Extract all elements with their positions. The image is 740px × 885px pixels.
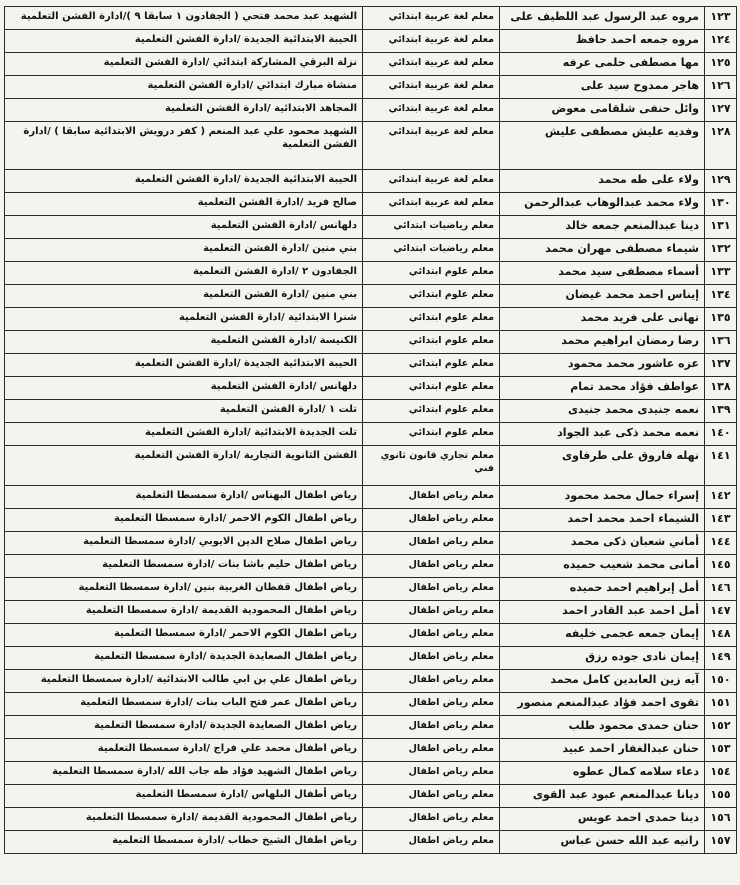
table-row — [5, 122, 737, 170]
row-number: ١٥٣ — [705, 739, 737, 762]
table-row — [5, 693, 737, 716]
table-row — [5, 647, 737, 670]
school-assignment: الشهيد محمود علي عبد المنعم ( كفر درويش الابتدائية سابقا ) /ادارة الفشن التعلمية — [5, 122, 363, 170]
employee-name: مها مصطفى حلمى عرفه — [500, 53, 705, 76]
table-row — [5, 555, 737, 578]
table-row — [5, 624, 737, 647]
school-assignment: دلهانس /ادارة الفشن التعلمية — [5, 216, 363, 239]
school-assignment: رياض أطفال البلهاس /ادارة سمسطا التعلمية — [5, 785, 363, 808]
table-row — [5, 486, 737, 509]
school-assignment: دلهانس /ادارة الفشن التعلمية — [5, 377, 363, 400]
table-row — [5, 99, 737, 122]
employee-name: ديانا عبدالمنعم عبود عبد القوى — [500, 785, 705, 808]
employee-name: أمانى محمد شعيب حميده — [500, 555, 705, 578]
row-number: ١٣٤ — [705, 285, 737, 308]
school-assignment: رياض اطفال الصعايدة الجديدة /ادارة سمسطا التعلمية — [5, 647, 363, 670]
table-row — [5, 53, 737, 76]
job-title: معلم علوم ابتدائي — [363, 354, 500, 377]
school-assignment: رياض اطفال البهناس /ادارة سمسطا التعلمية — [5, 486, 363, 509]
row-number: ١٥٠ — [705, 670, 737, 693]
employee-name: إسراء جمال محمد محمود — [500, 486, 705, 509]
job-title: معلم لغة عربية ابتدائي — [363, 7, 500, 30]
row-number: ١٢٩ — [705, 170, 737, 193]
job-title: معلم رياض اطفال — [363, 762, 500, 785]
job-title: معلم لغة عربية ابتدائي — [363, 122, 500, 170]
employee-name: عواطف فؤاد محمد تمام — [500, 377, 705, 400]
table-row — [5, 308, 737, 331]
table-row — [5, 354, 737, 377]
job-title: معلم لغة عربية ابتدائي — [363, 76, 500, 99]
job-title: معلم رياض اطفال — [363, 578, 500, 601]
job-title: معلم رياضيات ابتدائي — [363, 239, 500, 262]
employee-name: مروه عبد الرسول عبد اللطيف على — [500, 7, 705, 30]
school-assignment: الفشن الثانوية التجارية /ادارة الفشن التعلمية — [5, 446, 363, 486]
row-number: ١٤٨ — [705, 624, 737, 647]
job-title: معلم رياض اطفال — [363, 670, 500, 693]
job-title: معلم رياض اطفال — [363, 831, 500, 854]
staff-table — [4, 6, 737, 854]
row-number: ١٤٤ — [705, 532, 737, 555]
table-row — [5, 193, 737, 216]
employee-name: دينا حمدى احمد عويس — [500, 808, 705, 831]
table-row — [5, 716, 737, 739]
row-number: ١٥٢ — [705, 716, 737, 739]
employee-name: الشيماء احمد محمد احمد — [500, 509, 705, 532]
employee-name: ولاء على طه محمد — [500, 170, 705, 193]
school-assignment: شنرا الابتدائية /ادارة الفشن التعلمية — [5, 308, 363, 331]
school-assignment: منشاة مبارك ابتدائي /ادارة الفشن التعلمية — [5, 76, 363, 99]
employee-name: إيمان جمعه عجمى خليفه — [500, 624, 705, 647]
row-number: ١٤٦ — [705, 578, 737, 601]
employee-name: شيماء مصطفى مهران محمد — [500, 239, 705, 262]
job-title: معلم رياض اطفال — [363, 509, 500, 532]
employee-name: حنان حمدى محمود طلب — [500, 716, 705, 739]
row-number: ١٣٨ — [705, 377, 737, 400]
employee-name: وفديه عليش مصطفى عليش — [500, 122, 705, 170]
school-assignment: نزلة البرقي المشاركة ابتدائي /ادارة الفشن التعلمية — [5, 53, 363, 76]
row-number: ١٢٤ — [705, 30, 737, 53]
table-row — [5, 601, 737, 624]
row-number: ١٢٣ — [705, 7, 737, 30]
job-title: معلم رياض اطفال — [363, 601, 500, 624]
row-number: ١٥٥ — [705, 785, 737, 808]
employee-name: هاجر ممدوح سيد على — [500, 76, 705, 99]
school-assignment: رياض اطفال قفطان الغربية بنين /ادارة سمسطا التعلمية — [5, 578, 363, 601]
table-row — [5, 7, 737, 30]
table-row — [5, 578, 737, 601]
table-row — [5, 739, 737, 762]
row-number: ١٥٧ — [705, 831, 737, 854]
school-assignment: رياض اطفال محمد علي فراج /ادارة سمسطا التعلمية — [5, 739, 363, 762]
table-row — [5, 170, 737, 193]
row-number: ١٥٤ — [705, 762, 737, 785]
employee-name: تقوى احمد فؤاد عبدالمنعم منصور — [500, 693, 705, 716]
school-assignment: بني منين /ادارة الفشن التعلمية — [5, 285, 363, 308]
row-number: ١٢٥ — [705, 53, 737, 76]
table-row — [5, 216, 737, 239]
school-assignment: تلت الجديدة الابتدائية /ادارة الفشن التعلمية — [5, 423, 363, 446]
school-assignment: صالح فريد /ادارة الفشن التعلمية — [5, 193, 363, 216]
table-row — [5, 262, 737, 285]
school-assignment: رياض اطفال المحمودية القديمة /ادارة سمسطا التعلمية — [5, 601, 363, 624]
job-title: معلم علوم ابتدائي — [363, 377, 500, 400]
job-title: معلم رياض اطفال — [363, 808, 500, 831]
row-number: ١٤١ — [705, 446, 737, 486]
school-assignment: رياض اطفال صلاح الدين الايوبي /ادارة سمسطا التعلمية — [5, 532, 363, 555]
job-title: معلم رياض اطفال — [363, 555, 500, 578]
school-assignment: رياض اطفال الشيخ خطاب /ادارة سمسطا التعلمية — [5, 831, 363, 854]
school-assignment: رياض اطفال علي بن ابي طالب الابتدائية /ادارة سمسطا التعلمية — [5, 670, 363, 693]
school-assignment: الجفادون ٢ /ادارة الفشن التعلمية — [5, 262, 363, 285]
employee-name: دينا عبدالمنعم جمعه خالد — [500, 216, 705, 239]
row-number: ١٣٠ — [705, 193, 737, 216]
job-title: معلم علوم ابتدائي — [363, 308, 500, 331]
employee-name: عزه عاشور محمد محمود — [500, 354, 705, 377]
job-title: معلم رياض اطفال — [363, 785, 500, 808]
school-assignment: رياض اطفال عمر فتح الباب بنات /ادارة سمسطا التعلمية — [5, 693, 363, 716]
table-row — [5, 446, 737, 486]
table-row — [5, 509, 737, 532]
row-number: ١٣٥ — [705, 308, 737, 331]
employee-name: دعاء سلامه كمال عطوه — [500, 762, 705, 785]
row-number: ١٥٦ — [705, 808, 737, 831]
row-number: ١٢٧ — [705, 99, 737, 122]
job-title: معلم لغة عربية ابتدائي — [363, 170, 500, 193]
row-number: ١٤٧ — [705, 601, 737, 624]
job-title: معلم رياض اطفال — [363, 693, 500, 716]
school-assignment: بني منين /ادارة الفشن التعلمية — [5, 239, 363, 262]
job-title: معلم رياض اطفال — [363, 716, 500, 739]
row-number: ١٣٢ — [705, 239, 737, 262]
row-number: ١٤٥ — [705, 555, 737, 578]
row-number: ١٤٩ — [705, 647, 737, 670]
job-title: معلم رياض اطفال — [363, 486, 500, 509]
table-row — [5, 30, 737, 53]
employee-name: رانيه عبد الله حسن عباس — [500, 831, 705, 854]
job-title: معلم لغة عربية ابتدائي — [363, 193, 500, 216]
row-number: ١٤٣ — [705, 509, 737, 532]
table-row — [5, 831, 737, 854]
row-number: ١٣٩ — [705, 400, 737, 423]
employee-name: آيه زين العابدين كامل محمد — [500, 670, 705, 693]
row-number: ١٥١ — [705, 693, 737, 716]
employee-name: أمل إبراهيم احمد حميده — [500, 578, 705, 601]
school-assignment: الحيبة الابتدائية الجديدة /ادارة الفشن التعلمية — [5, 170, 363, 193]
school-assignment: رياض اطفال حليم باشا بنات /ادارة سمسطا التعلمية — [5, 555, 363, 578]
employee-name: إيناس احمد محمد غيضان — [500, 285, 705, 308]
job-title: معلم رياض اطفال — [363, 532, 500, 555]
school-assignment: رياض اطفال الصعايدة الجديدة /ادارة سمسطا التعلمية — [5, 716, 363, 739]
school-assignment: الحيبة الابتدائية الجديدة /ادارة الفشن التعلمية — [5, 30, 363, 53]
school-assignment: الكنيسة /ادارة الفشن التعلمية — [5, 331, 363, 354]
employee-name: رضا رمضان ابراهيم محمد — [500, 331, 705, 354]
table-row — [5, 532, 737, 555]
job-title: معلم تجاري قانون ثانوي فني — [363, 446, 500, 486]
table-row — [5, 400, 737, 423]
employee-name: أسماء مصطفى سيد محمد — [500, 262, 705, 285]
job-title: معلم علوم ابتدائي — [363, 285, 500, 308]
employee-name: أمل احمد عبد القادر احمد — [500, 601, 705, 624]
row-number: ١٢٦ — [705, 76, 737, 99]
school-assignment: المجاهد الابتدائية /ادارة الفشن التعلمية — [5, 99, 363, 122]
employee-name: إيمان نادى جوده رزق — [500, 647, 705, 670]
row-number: ١٣٦ — [705, 331, 737, 354]
row-number: ١٤٢ — [705, 486, 737, 509]
table-row — [5, 285, 737, 308]
school-assignment: رياض اطفال الكوم الاحمر /ادارة سمسطا التعلمية — [5, 509, 363, 532]
job-title: معلم علوم ابتدائي — [363, 423, 500, 446]
job-title: معلم لغة عربية ابتدائي — [363, 99, 500, 122]
table-row — [5, 785, 737, 808]
table-row — [5, 76, 737, 99]
job-title: معلم لغة عربية ابتدائي — [363, 53, 500, 76]
employee-name: نعمه جنيدى محمد جنيدى — [500, 400, 705, 423]
table-row — [5, 762, 737, 785]
job-title: معلم رياض اطفال — [363, 647, 500, 670]
school-assignment: الحيبة الابتدائية الجديدة /ادارة الفشن التعلمية — [5, 354, 363, 377]
job-title: معلم رياض اطفال — [363, 739, 500, 762]
job-title: معلم رياضيات ابتدائي — [363, 216, 500, 239]
table-row — [5, 808, 737, 831]
employee-name: أماني شعبان ذكى محمد — [500, 532, 705, 555]
employee-name: مروه جمعه احمد حافظ — [500, 30, 705, 53]
table-row — [5, 423, 737, 446]
job-title: معلم رياض اطفال — [363, 624, 500, 647]
row-number: ١٣٣ — [705, 262, 737, 285]
school-assignment: رياض اطفال الكوم الاحمر /ادارة سمسطا التعلمية — [5, 624, 363, 647]
table-row — [5, 670, 737, 693]
job-title: معلم علوم ابتدائي — [363, 400, 500, 423]
row-number: ١٣١ — [705, 216, 737, 239]
employee-name: نعمه محمد ذكى عبد الجواد — [500, 423, 705, 446]
table-row — [5, 377, 737, 400]
employee-name: حنان عبدالغفار احمد عبيد — [500, 739, 705, 762]
row-number: ١٤٠ — [705, 423, 737, 446]
school-assignment: الشهيد عبد محمد فتحي ( الجفادون ١ سابقا ٩ )/ادارة الفشن التعلمية — [5, 7, 363, 30]
school-assignment: تلت ١ /ادارة الفشن التعلمية — [5, 400, 363, 423]
school-assignment: رياض اطفال الشهيد فؤاد طه جاب الله /ادارة سمسطا التعلمية — [5, 762, 363, 785]
table-row — [5, 239, 737, 262]
employee-name: نهله فاروق على طرفاوى — [500, 446, 705, 486]
employee-name: وائل حنفى شلقامى معوض — [500, 99, 705, 122]
employee-name: ولاء محمد عبدالوهاب عبدالرحمن — [500, 193, 705, 216]
employee-name: تهانى على فريد محمد — [500, 308, 705, 331]
row-number: ١٣٧ — [705, 354, 737, 377]
school-assignment: رياض اطفال المحمودية القديمة /ادارة سمسطا التعلمية — [5, 808, 363, 831]
job-title: معلم لغة عربية ابتدائي — [363, 30, 500, 53]
staff-table-body — [5, 7, 737, 854]
row-number: ١٢٨ — [705, 122, 737, 170]
job-title: معلم علوم ابتدائي — [363, 262, 500, 285]
table-row — [5, 331, 737, 354]
job-title: معلم علوم ابتدائي — [363, 331, 500, 354]
